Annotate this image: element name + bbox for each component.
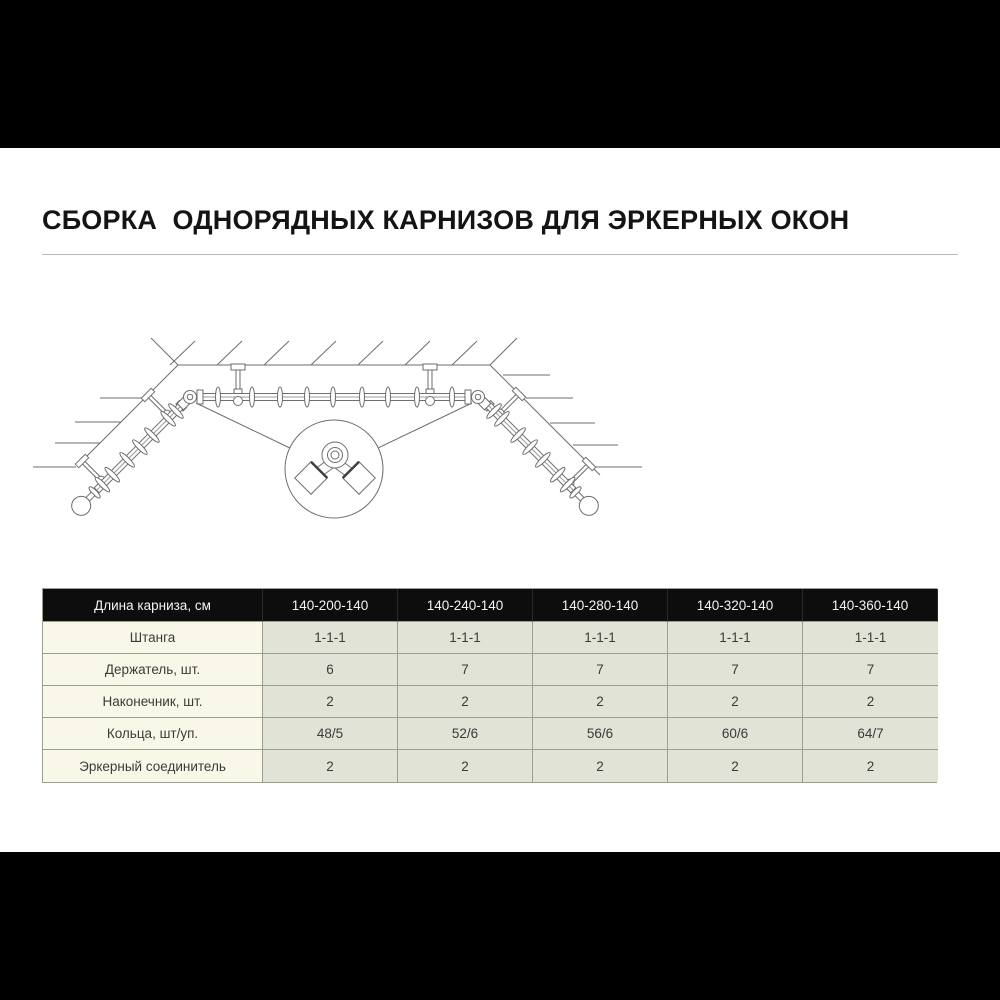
table-cell: 7	[803, 654, 938, 686]
table-cell: 2	[263, 750, 398, 782]
row-label: Наконечник, шт.	[43, 686, 263, 718]
table-cell: 2	[803, 750, 938, 782]
column-header: 140-360-140	[803, 589, 938, 622]
table-cell: 48/5	[263, 718, 398, 750]
table-cell: 52/6	[398, 718, 533, 750]
table-cell: 60/6	[668, 718, 803, 750]
page-title: СБОРКА ОДНОРЯДНЫХ КАРНИЗОВ ДЛЯ ЭРКЕРНЫХ ОКОН	[42, 205, 850, 235]
table-cell: 2	[263, 686, 398, 718]
table-cell: 56/6	[533, 718, 668, 750]
letterbox-bottom	[0, 852, 1000, 1000]
column-header: 140-240-140	[398, 589, 533, 622]
table-cell: 2	[533, 686, 668, 718]
table-cell: 1-1-1	[803, 622, 938, 654]
table-cell: 6	[263, 654, 398, 686]
row-label: Кольца, шт/уп.	[43, 718, 263, 750]
table-cell: 2	[668, 750, 803, 782]
table-cell: 1-1-1	[263, 622, 398, 654]
corner-connector-left	[177, 391, 196, 410]
column-header: Длина карниза, см	[43, 589, 263, 622]
title-divider	[42, 254, 958, 255]
row-label: Штанга	[43, 622, 263, 654]
table-cell: 2	[668, 686, 803, 718]
column-header: 140-320-140	[668, 589, 803, 622]
ceiling-bracket-right	[423, 364, 437, 394]
table-cell: 2	[398, 686, 533, 718]
corner-connector-right	[472, 391, 491, 410]
table-cell: 2	[398, 750, 533, 782]
column-header: 140-280-140	[533, 589, 668, 622]
letterbox-top	[0, 0, 1000, 148]
table-cell: 2	[533, 750, 668, 782]
table-cell: 1-1-1	[398, 622, 533, 654]
spec-table	[42, 588, 937, 783]
table-cell: 1-1-1	[668, 622, 803, 654]
table-cell: 7	[398, 654, 533, 686]
table-cell: 1-1-1	[533, 622, 668, 654]
row-label: Держатель, шт.	[43, 654, 263, 686]
ceiling-bracket-left	[231, 364, 245, 394]
detail-callout-circle	[285, 420, 383, 518]
table-cell: 7	[668, 654, 803, 686]
table-cell: 7	[533, 654, 668, 686]
content-area	[0, 148, 1000, 852]
bay-cornice-assembly-diagram	[30, 335, 660, 555]
connector-hinge	[322, 442, 348, 468]
table-cell: 2	[803, 686, 938, 718]
column-header: 140-200-140	[263, 589, 398, 622]
table-cell: 64/7	[803, 718, 938, 750]
row-label: Эркерный соединитель	[43, 750, 263, 782]
